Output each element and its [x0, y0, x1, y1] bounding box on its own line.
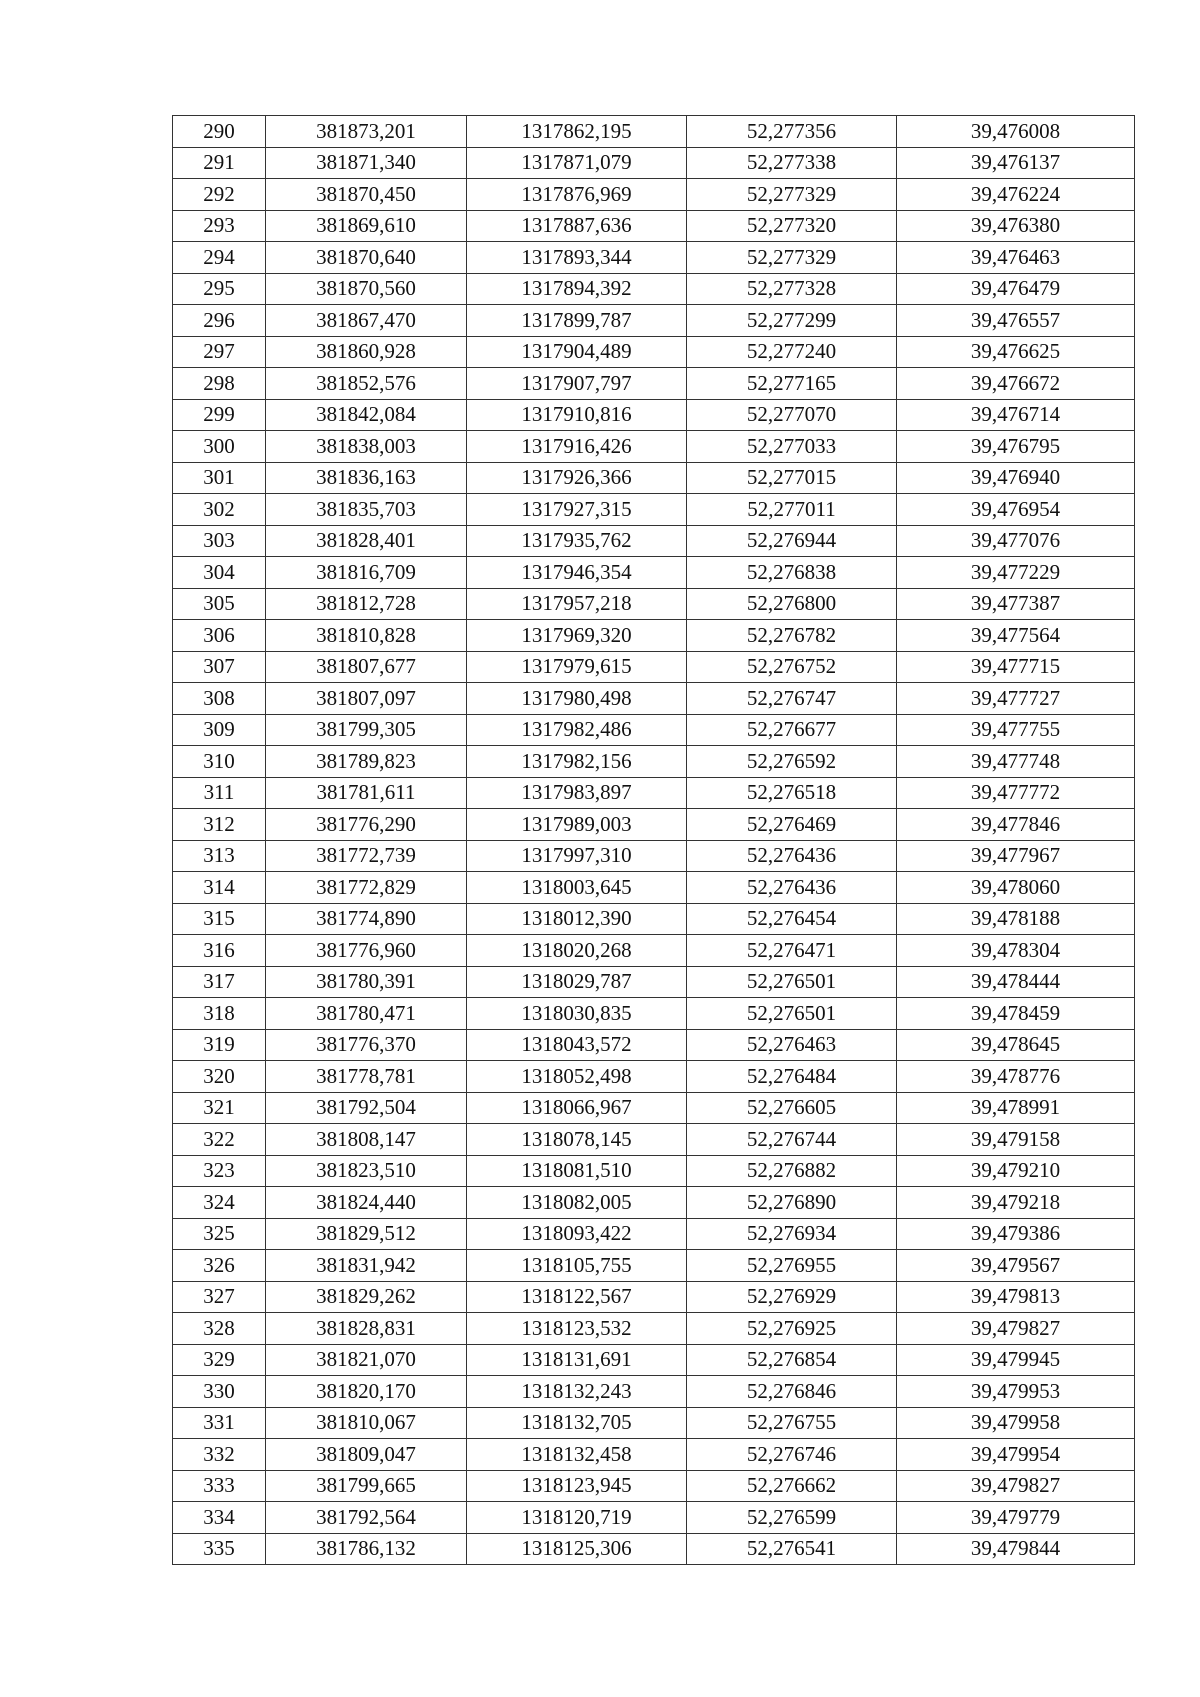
y-coordinate-cell: 1317957,218 — [467, 588, 687, 620]
x-coordinate-cell: 381786,132 — [266, 1533, 467, 1565]
point-number-cell: 328 — [173, 1313, 266, 1345]
x-coordinate-cell: 381774,890 — [266, 903, 467, 935]
y-coordinate-cell: 1318131,691 — [467, 1344, 687, 1376]
table-row — [173, 620, 1135, 652]
longitude-cell: 39,478060 — [897, 872, 1135, 904]
longitude-cell: 39,479844 — [897, 1533, 1135, 1565]
y-coordinate-cell: 1318043,572 — [467, 1029, 687, 1061]
longitude-cell: 39,476795 — [897, 431, 1135, 463]
y-coordinate-cell: 1317983,897 — [467, 777, 687, 809]
y-coordinate-cell: 1317893,344 — [467, 242, 687, 274]
x-coordinate-cell: 381780,471 — [266, 998, 467, 1030]
latitude-cell: 52,276662 — [687, 1470, 897, 1502]
longitude-cell: 39,478304 — [897, 935, 1135, 967]
x-coordinate-cell: 381867,470 — [266, 305, 467, 337]
longitude-cell: 39,479953 — [897, 1376, 1135, 1408]
y-coordinate-cell: 1317887,636 — [467, 210, 687, 242]
longitude-cell: 39,476714 — [897, 399, 1135, 431]
latitude-cell: 52,276925 — [687, 1313, 897, 1345]
y-coordinate-cell: 1318132,243 — [467, 1376, 687, 1408]
table-row — [173, 809, 1135, 841]
y-coordinate-cell: 1317871,079 — [467, 147, 687, 179]
latitude-cell: 52,276800 — [687, 588, 897, 620]
x-coordinate-cell: 381871,340 — [266, 147, 467, 179]
x-coordinate-cell: 381810,067 — [266, 1407, 467, 1439]
point-number-cell: 302 — [173, 494, 266, 526]
table-row — [173, 210, 1135, 242]
latitude-cell: 52,276755 — [687, 1407, 897, 1439]
longitude-cell: 39,477564 — [897, 620, 1135, 652]
x-coordinate-cell: 381831,942 — [266, 1250, 467, 1282]
y-coordinate-cell: 1317894,392 — [467, 273, 687, 305]
latitude-cell: 52,276454 — [687, 903, 897, 935]
longitude-cell: 39,476380 — [897, 210, 1135, 242]
point-number-cell: 313 — [173, 840, 266, 872]
table-row — [173, 1029, 1135, 1061]
y-coordinate-cell: 1317904,489 — [467, 336, 687, 368]
longitude-cell: 39,476672 — [897, 368, 1135, 400]
y-coordinate-cell: 1318120,719 — [467, 1502, 687, 1534]
y-coordinate-cell: 1318132,458 — [467, 1439, 687, 1471]
y-coordinate-cell: 1317862,195 — [467, 116, 687, 148]
x-coordinate-cell: 381809,047 — [266, 1439, 467, 1471]
x-coordinate-cell: 381780,391 — [266, 966, 467, 998]
table-row — [173, 1344, 1135, 1376]
longitude-cell: 39,479210 — [897, 1155, 1135, 1187]
table-row — [173, 1470, 1135, 1502]
latitude-cell: 52,276518 — [687, 777, 897, 809]
latitude-cell: 52,276541 — [687, 1533, 897, 1565]
latitude-cell: 52,276752 — [687, 651, 897, 683]
longitude-cell: 39,476954 — [897, 494, 1135, 526]
latitude-cell: 52,276501 — [687, 966, 897, 998]
table-row — [173, 903, 1135, 935]
y-coordinate-cell: 1318081,510 — [467, 1155, 687, 1187]
latitude-cell: 52,276484 — [687, 1061, 897, 1093]
table-row — [173, 1218, 1135, 1250]
latitude-cell: 52,277033 — [687, 431, 897, 463]
y-coordinate-cell: 1318003,645 — [467, 872, 687, 904]
longitude-cell: 39,476625 — [897, 336, 1135, 368]
table-row — [173, 525, 1135, 557]
point-number-cell: 318 — [173, 998, 266, 1030]
x-coordinate-cell: 381772,739 — [266, 840, 467, 872]
x-coordinate-cell: 381870,450 — [266, 179, 467, 211]
y-coordinate-cell: 1317946,354 — [467, 557, 687, 589]
latitude-cell: 52,277015 — [687, 462, 897, 494]
x-coordinate-cell: 381789,823 — [266, 746, 467, 778]
point-number-cell: 298 — [173, 368, 266, 400]
x-coordinate-cell: 381799,665 — [266, 1470, 467, 1502]
x-coordinate-cell: 381829,262 — [266, 1281, 467, 1313]
x-coordinate-cell: 381824,440 — [266, 1187, 467, 1219]
point-number-cell: 301 — [173, 462, 266, 494]
latitude-cell: 52,277320 — [687, 210, 897, 242]
x-coordinate-cell: 381828,831 — [266, 1313, 467, 1345]
table-row — [173, 147, 1135, 179]
x-coordinate-cell: 381836,163 — [266, 462, 467, 494]
y-coordinate-cell: 1317927,315 — [467, 494, 687, 526]
longitude-cell: 39,479945 — [897, 1344, 1135, 1376]
x-coordinate-cell: 381829,512 — [266, 1218, 467, 1250]
latitude-cell: 52,277328 — [687, 273, 897, 305]
point-number-cell: 306 — [173, 620, 266, 652]
x-coordinate-cell: 381792,504 — [266, 1092, 467, 1124]
y-coordinate-cell: 1318066,967 — [467, 1092, 687, 1124]
longitude-cell: 39,476479 — [897, 273, 1135, 305]
point-number-cell: 312 — [173, 809, 266, 841]
x-coordinate-cell: 381807,677 — [266, 651, 467, 683]
point-number-cell: 308 — [173, 683, 266, 715]
table-row — [173, 588, 1135, 620]
longitude-cell: 39,479218 — [897, 1187, 1135, 1219]
x-coordinate-cell: 381873,201 — [266, 116, 467, 148]
point-number-cell: 324 — [173, 1187, 266, 1219]
latitude-cell: 52,276854 — [687, 1344, 897, 1376]
coordinates-table-body — [173, 116, 1135, 1565]
point-number-cell: 309 — [173, 714, 266, 746]
table-row — [173, 462, 1135, 494]
longitude-cell: 39,479954 — [897, 1439, 1135, 1471]
latitude-cell: 52,276782 — [687, 620, 897, 652]
latitude-cell: 52,277299 — [687, 305, 897, 337]
x-coordinate-cell: 381835,703 — [266, 494, 467, 526]
y-coordinate-cell: 1318082,005 — [467, 1187, 687, 1219]
x-coordinate-cell: 381870,640 — [266, 242, 467, 274]
table-row — [173, 872, 1135, 904]
y-coordinate-cell: 1317935,762 — [467, 525, 687, 557]
longitude-cell: 39,476557 — [897, 305, 1135, 337]
y-coordinate-cell: 1318078,145 — [467, 1124, 687, 1156]
x-coordinate-cell: 381820,170 — [266, 1376, 467, 1408]
y-coordinate-cell: 1317910,816 — [467, 399, 687, 431]
x-coordinate-cell: 381808,147 — [266, 1124, 467, 1156]
table-row — [173, 777, 1135, 809]
point-number-cell: 327 — [173, 1281, 266, 1313]
latitude-cell: 52,276677 — [687, 714, 897, 746]
point-number-cell: 330 — [173, 1376, 266, 1408]
latitude-cell: 52,276747 — [687, 683, 897, 715]
latitude-cell: 52,276934 — [687, 1218, 897, 1250]
y-coordinate-cell: 1318125,306 — [467, 1533, 687, 1565]
longitude-cell: 39,476463 — [897, 242, 1135, 274]
y-coordinate-cell: 1318123,945 — [467, 1470, 687, 1502]
latitude-cell: 52,276599 — [687, 1502, 897, 1534]
x-coordinate-cell: 381799,305 — [266, 714, 467, 746]
latitude-cell: 52,276592 — [687, 746, 897, 778]
longitude-cell: 39,478459 — [897, 998, 1135, 1030]
y-coordinate-cell: 1317907,797 — [467, 368, 687, 400]
longitude-cell: 39,479386 — [897, 1218, 1135, 1250]
table-row — [173, 651, 1135, 683]
longitude-cell: 39,478444 — [897, 966, 1135, 998]
longitude-cell: 39,477076 — [897, 525, 1135, 557]
y-coordinate-cell: 1317916,426 — [467, 431, 687, 463]
y-coordinate-cell: 1318123,532 — [467, 1313, 687, 1345]
y-coordinate-cell: 1318020,268 — [467, 935, 687, 967]
table-row — [173, 1502, 1135, 1534]
longitude-cell: 39,479567 — [897, 1250, 1135, 1282]
x-coordinate-cell: 381772,829 — [266, 872, 467, 904]
longitude-cell: 39,477748 — [897, 746, 1135, 778]
table-row — [173, 1155, 1135, 1187]
latitude-cell: 52,276846 — [687, 1376, 897, 1408]
table-row — [173, 179, 1135, 211]
point-number-cell: 291 — [173, 147, 266, 179]
table-row — [173, 1533, 1135, 1565]
x-coordinate-cell: 381812,728 — [266, 588, 467, 620]
point-number-cell: 331 — [173, 1407, 266, 1439]
longitude-cell: 39,479813 — [897, 1281, 1135, 1313]
longitude-cell: 39,477727 — [897, 683, 1135, 715]
point-number-cell: 311 — [173, 777, 266, 809]
x-coordinate-cell: 381869,610 — [266, 210, 467, 242]
y-coordinate-cell: 1317997,310 — [467, 840, 687, 872]
x-coordinate-cell: 381852,576 — [266, 368, 467, 400]
longitude-cell: 39,477772 — [897, 777, 1135, 809]
longitude-cell: 39,477846 — [897, 809, 1135, 841]
latitude-cell: 52,277165 — [687, 368, 897, 400]
latitude-cell: 52,277011 — [687, 494, 897, 526]
latitude-cell: 52,277240 — [687, 336, 897, 368]
longitude-cell: 39,477229 — [897, 557, 1135, 589]
latitude-cell: 52,276944 — [687, 525, 897, 557]
latitude-cell: 52,276746 — [687, 1439, 897, 1471]
longitude-cell: 39,477387 — [897, 588, 1135, 620]
point-number-cell: 325 — [173, 1218, 266, 1250]
point-number-cell: 323 — [173, 1155, 266, 1187]
latitude-cell: 52,276744 — [687, 1124, 897, 1156]
longitude-cell: 39,479779 — [897, 1502, 1135, 1534]
longitude-cell: 39,479827 — [897, 1470, 1135, 1502]
table-row — [173, 1250, 1135, 1282]
table-row — [173, 1187, 1135, 1219]
table-row — [173, 242, 1135, 274]
point-number-cell: 300 — [173, 431, 266, 463]
x-coordinate-cell: 381792,564 — [266, 1502, 467, 1534]
longitude-cell: 39,478776 — [897, 1061, 1135, 1093]
y-coordinate-cell: 1318105,755 — [467, 1250, 687, 1282]
latitude-cell: 52,276471 — [687, 935, 897, 967]
point-number-cell: 305 — [173, 588, 266, 620]
table-row — [173, 1407, 1135, 1439]
point-number-cell: 315 — [173, 903, 266, 935]
latitude-cell: 52,277070 — [687, 399, 897, 431]
x-coordinate-cell: 381842,084 — [266, 399, 467, 431]
y-coordinate-cell: 1317982,486 — [467, 714, 687, 746]
x-coordinate-cell: 381828,401 — [266, 525, 467, 557]
point-number-cell: 333 — [173, 1470, 266, 1502]
latitude-cell: 52,276463 — [687, 1029, 897, 1061]
point-number-cell: 321 — [173, 1092, 266, 1124]
table-row — [173, 840, 1135, 872]
point-number-cell: 335 — [173, 1533, 266, 1565]
x-coordinate-cell: 381776,960 — [266, 935, 467, 967]
longitude-cell: 39,477715 — [897, 651, 1135, 683]
latitude-cell: 52,276890 — [687, 1187, 897, 1219]
table-row — [173, 494, 1135, 526]
x-coordinate-cell: 381860,928 — [266, 336, 467, 368]
point-number-cell: 292 — [173, 179, 266, 211]
x-coordinate-cell: 381810,828 — [266, 620, 467, 652]
point-number-cell: 310 — [173, 746, 266, 778]
table-row — [173, 305, 1135, 337]
longitude-cell: 39,477967 — [897, 840, 1135, 872]
y-coordinate-cell: 1318012,390 — [467, 903, 687, 935]
point-number-cell: 294 — [173, 242, 266, 274]
y-coordinate-cell: 1318122,567 — [467, 1281, 687, 1313]
point-number-cell: 304 — [173, 557, 266, 589]
point-number-cell: 307 — [173, 651, 266, 683]
latitude-cell: 52,276605 — [687, 1092, 897, 1124]
table-row — [173, 1124, 1135, 1156]
x-coordinate-cell: 381821,070 — [266, 1344, 467, 1376]
longitude-cell: 39,478188 — [897, 903, 1135, 935]
table-row — [173, 1092, 1135, 1124]
longitude-cell: 39,478991 — [897, 1092, 1135, 1124]
point-number-cell: 326 — [173, 1250, 266, 1282]
y-coordinate-cell: 1317899,787 — [467, 305, 687, 337]
longitude-cell: 39,476137 — [897, 147, 1135, 179]
x-coordinate-cell: 381838,003 — [266, 431, 467, 463]
latitude-cell: 52,277329 — [687, 179, 897, 211]
point-number-cell: 299 — [173, 399, 266, 431]
point-number-cell: 303 — [173, 525, 266, 557]
table-row — [173, 1313, 1135, 1345]
latitude-cell: 52,276469 — [687, 809, 897, 841]
y-coordinate-cell: 1317989,003 — [467, 809, 687, 841]
latitude-cell: 52,276838 — [687, 557, 897, 589]
latitude-cell: 52,277329 — [687, 242, 897, 274]
table-row — [173, 683, 1135, 715]
y-coordinate-cell: 1318030,835 — [467, 998, 687, 1030]
y-coordinate-cell: 1318052,498 — [467, 1061, 687, 1093]
longitude-cell: 39,478645 — [897, 1029, 1135, 1061]
longitude-cell: 39,477755 — [897, 714, 1135, 746]
point-number-cell: 320 — [173, 1061, 266, 1093]
longitude-cell: 39,479958 — [897, 1407, 1135, 1439]
latitude-cell: 52,276955 — [687, 1250, 897, 1282]
y-coordinate-cell: 1318093,422 — [467, 1218, 687, 1250]
y-coordinate-cell: 1317926,366 — [467, 462, 687, 494]
point-number-cell: 295 — [173, 273, 266, 305]
table-row — [173, 368, 1135, 400]
x-coordinate-cell: 381816,709 — [266, 557, 467, 589]
table-row — [173, 935, 1135, 967]
latitude-cell: 52,277356 — [687, 116, 897, 148]
y-coordinate-cell: 1317979,615 — [467, 651, 687, 683]
latitude-cell: 52,276501 — [687, 998, 897, 1030]
point-number-cell: 322 — [173, 1124, 266, 1156]
y-coordinate-cell: 1318132,705 — [467, 1407, 687, 1439]
latitude-cell: 52,277338 — [687, 147, 897, 179]
x-coordinate-cell: 381781,611 — [266, 777, 467, 809]
y-coordinate-cell: 1317980,498 — [467, 683, 687, 715]
table-row — [173, 273, 1135, 305]
x-coordinate-cell: 381778,781 — [266, 1061, 467, 1093]
point-number-cell: 296 — [173, 305, 266, 337]
x-coordinate-cell: 381807,097 — [266, 683, 467, 715]
x-coordinate-cell: 381870,560 — [266, 273, 467, 305]
table-row — [173, 966, 1135, 998]
point-number-cell: 316 — [173, 935, 266, 967]
table-row — [173, 714, 1135, 746]
table-row — [173, 336, 1135, 368]
longitude-cell: 39,476224 — [897, 179, 1135, 211]
coordinates-table — [172, 115, 1135, 1565]
table-row — [173, 1281, 1135, 1313]
table-row — [173, 1376, 1135, 1408]
longitude-cell: 39,476008 — [897, 116, 1135, 148]
longitude-cell: 39,476940 — [897, 462, 1135, 494]
y-coordinate-cell: 1317876,969 — [467, 179, 687, 211]
point-number-cell: 329 — [173, 1344, 266, 1376]
point-number-cell: 314 — [173, 872, 266, 904]
latitude-cell: 52,276436 — [687, 872, 897, 904]
table-row — [173, 998, 1135, 1030]
y-coordinate-cell: 1317982,156 — [467, 746, 687, 778]
latitude-cell: 52,276882 — [687, 1155, 897, 1187]
point-number-cell: 290 — [173, 116, 266, 148]
table-row — [173, 746, 1135, 778]
x-coordinate-cell: 381776,370 — [266, 1029, 467, 1061]
y-coordinate-cell: 1317969,320 — [467, 620, 687, 652]
point-number-cell: 293 — [173, 210, 266, 242]
point-number-cell: 319 — [173, 1029, 266, 1061]
table-row — [173, 557, 1135, 589]
latitude-cell: 52,276929 — [687, 1281, 897, 1313]
point-number-cell: 297 — [173, 336, 266, 368]
point-number-cell: 332 — [173, 1439, 266, 1471]
table-row — [173, 1061, 1135, 1093]
x-coordinate-cell: 381776,290 — [266, 809, 467, 841]
longitude-cell: 39,479827 — [897, 1313, 1135, 1345]
longitude-cell: 39,479158 — [897, 1124, 1135, 1156]
point-number-cell: 317 — [173, 966, 266, 998]
point-number-cell: 334 — [173, 1502, 266, 1534]
latitude-cell: 52,276436 — [687, 840, 897, 872]
table-row — [173, 399, 1135, 431]
y-coordinate-cell: 1318029,787 — [467, 966, 687, 998]
x-coordinate-cell: 381823,510 — [266, 1155, 467, 1187]
table-row — [173, 431, 1135, 463]
table-row — [173, 116, 1135, 148]
table-row — [173, 1439, 1135, 1471]
